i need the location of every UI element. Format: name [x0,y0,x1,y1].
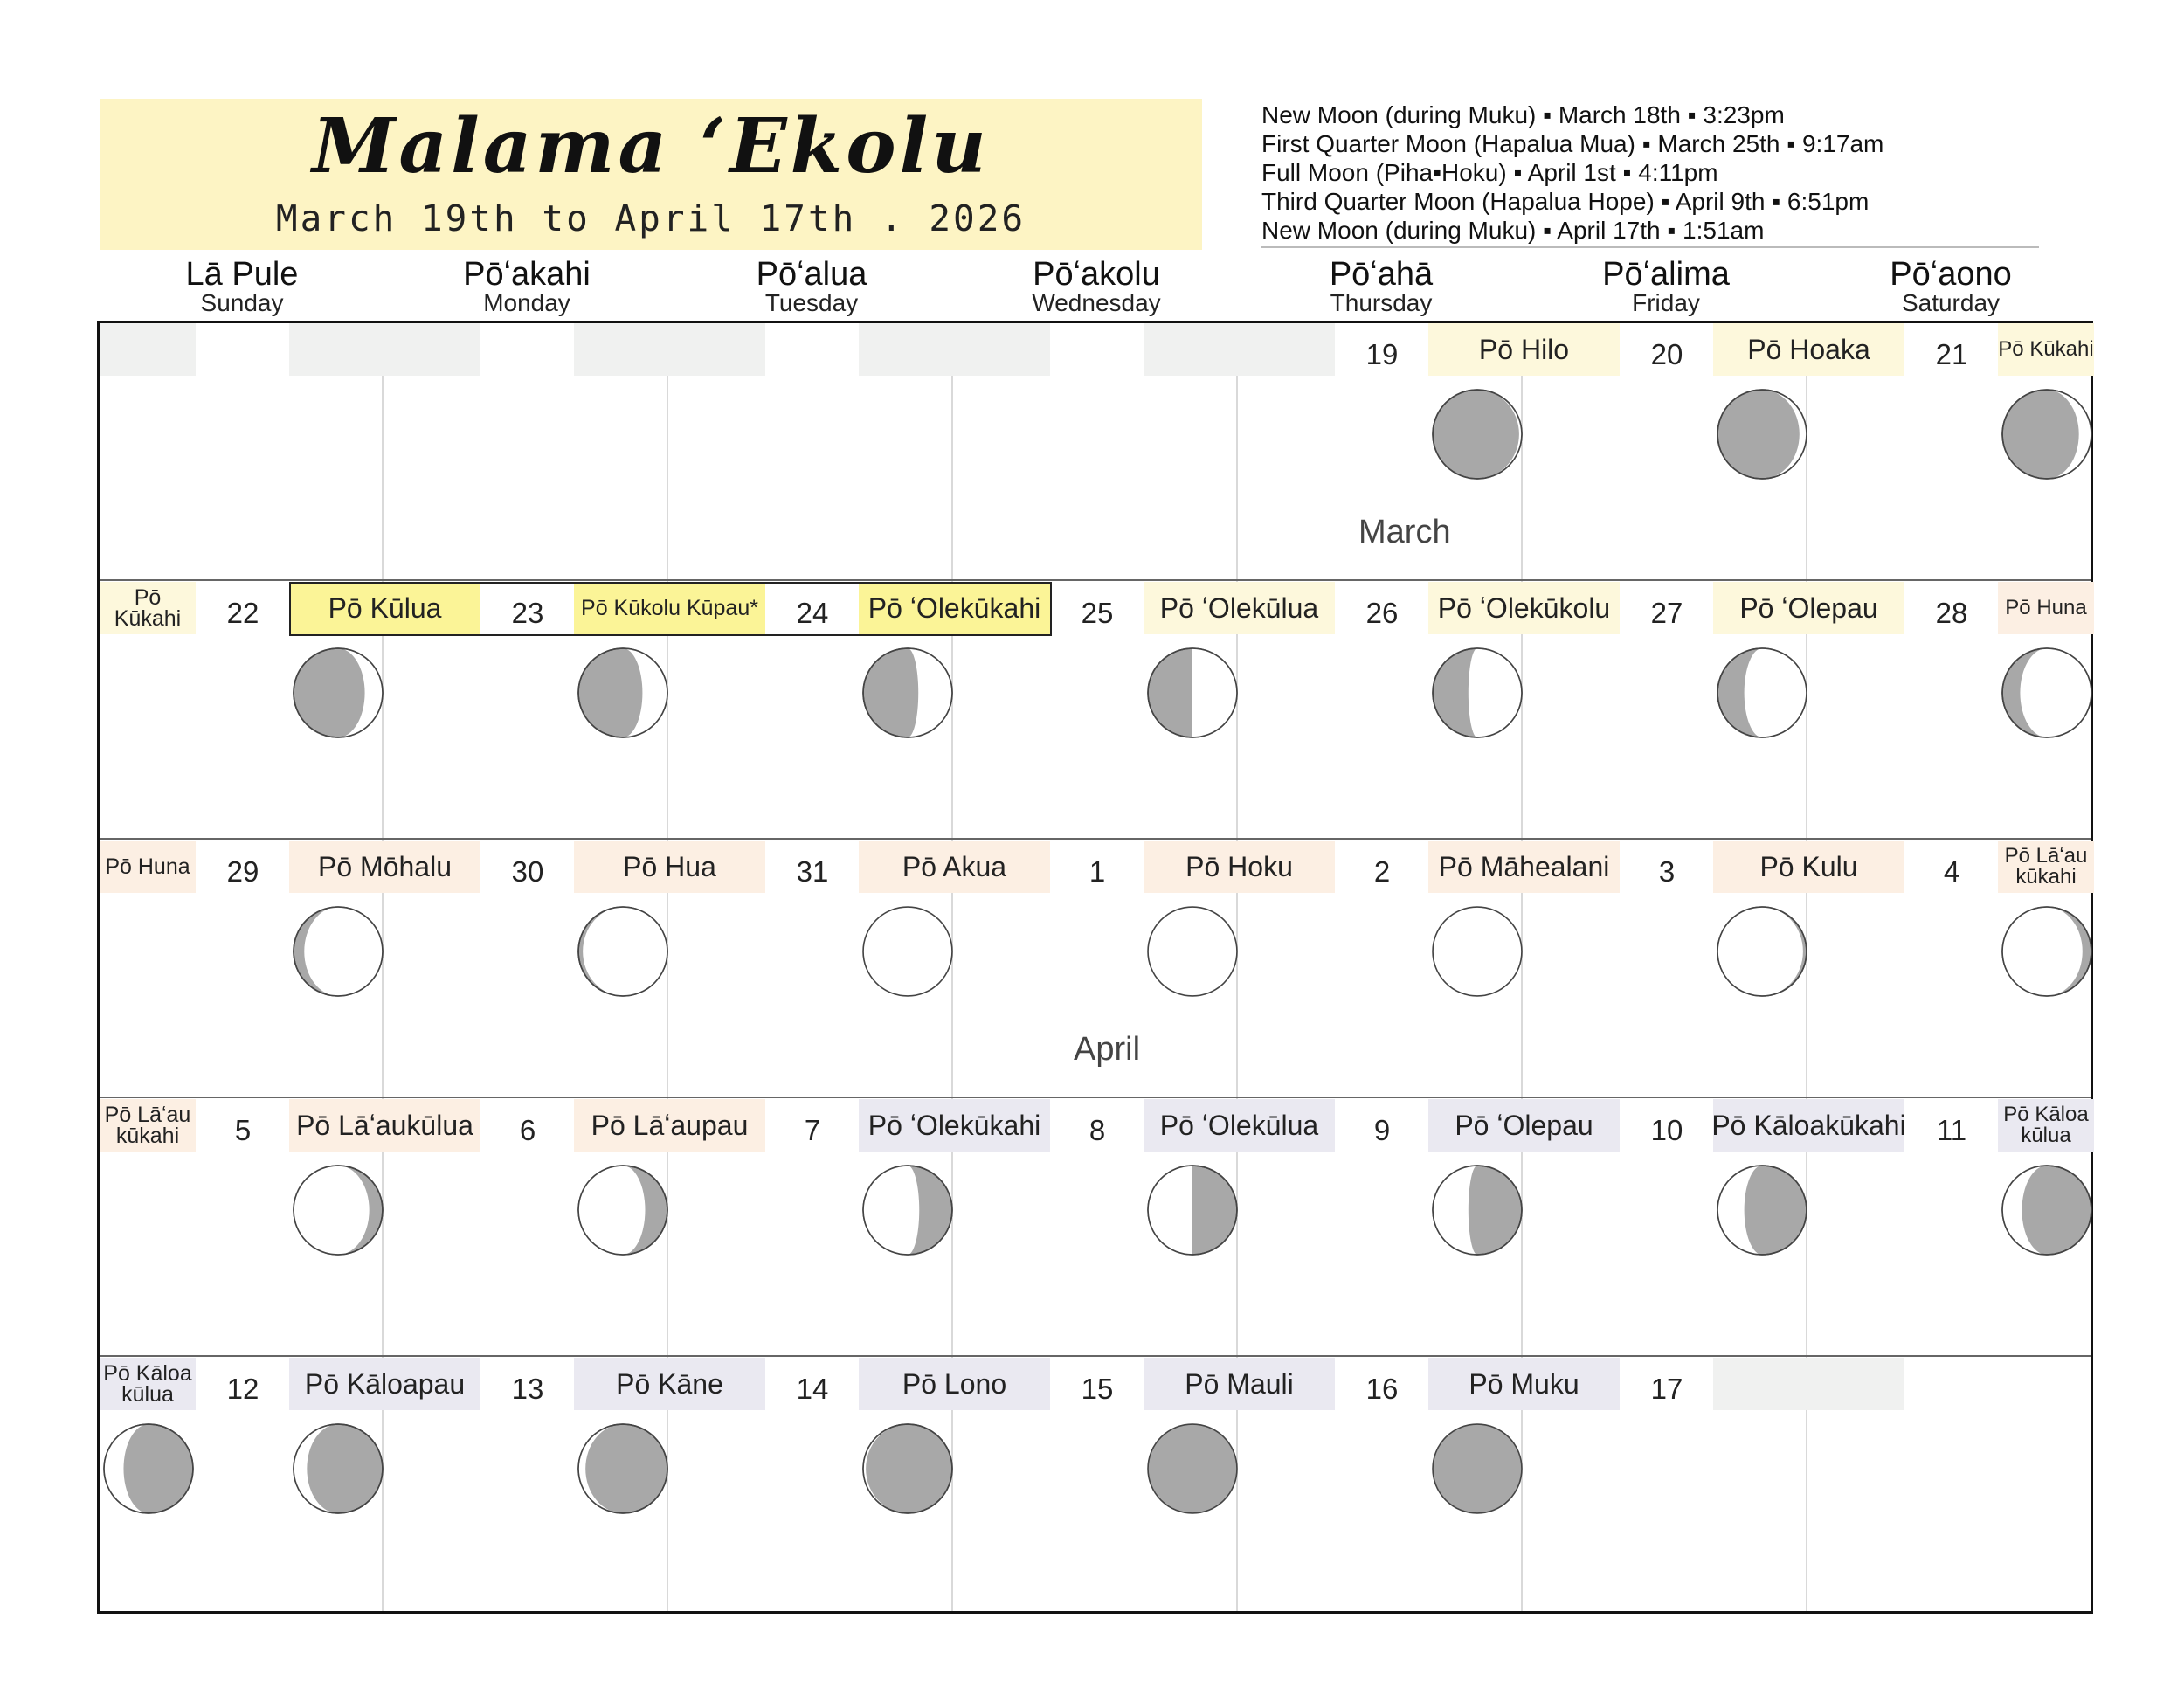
weekday-hawaiian: Lā Pule [185,256,299,293]
highlight-box [289,582,1052,636]
moon-phase [861,647,954,739]
date-number: 19 [1365,338,1399,370]
date-number: 22 [226,597,259,629]
day-cell [954,1099,1319,1358]
weekday-english: Tuesday [764,289,859,316]
weekday-english: Thursday [1330,289,1433,316]
moon-phase [2001,647,2093,739]
weekday-hawaiian: Pōʻalima [1602,256,1730,293]
date-number: 27 [1650,597,1683,629]
night-name: Pō Hoaka [1713,323,1904,376]
moon-phase [1146,905,1239,998]
weekday-hawaiian: Pōʻalua [756,256,867,293]
day-cell [1524,582,1878,841]
weekday-header [100,257,2093,318]
night-name: Pō Mōhalu [289,841,480,893]
calendar-week [100,1099,2091,1358]
day-cell [669,1358,1007,1616]
date-number: 6 [519,1114,536,1146]
moon-phase-icon [577,1422,669,1515]
day-cell [100,1099,473,1358]
moon-phase [292,1422,384,1515]
moon-phase-icon [1716,905,1808,998]
moon-phase [1716,1164,1808,1256]
moon-phase [861,1164,954,1256]
moon-phase [1716,905,1808,998]
night-name: Pō Lāʻaupau [574,1099,765,1152]
day-cell [100,323,384,582]
moon-phase [2001,905,2093,998]
day-cell [1524,323,1870,582]
day-cell [1808,1358,2093,1616]
night-name: Pō Māhealani [1428,841,1620,893]
date-number: 3 [1658,855,1676,888]
date-number: 14 [796,1373,829,1405]
moon-phase-icon [861,1422,954,1515]
moon-phase [1431,388,1524,481]
moon-phase-icon [292,1422,384,1515]
night-name: Pō ʻOlekūkahi [859,1099,1050,1152]
night-name: Pō Kāloapau [289,1358,480,1410]
day-cell [1239,1099,1593,1358]
moon-phase-icon [861,1164,954,1256]
night-name: Pō Hua [574,841,765,893]
night-name: Pō Huna [1998,582,2094,634]
weekday-sunday [100,257,384,315]
moon-phase-icon [102,1422,195,1515]
night-name: Pō ʻOlekūkolu [1428,582,1620,634]
day-cell [1808,841,2093,1099]
night-name: Pō Mauli [1144,1358,1335,1410]
page-subtitle: March 19th to April 17th . 2026 [275,197,1026,239]
night-name: Pō Kūlua [289,582,480,634]
day-cell [1808,323,2093,582]
moon-phase-icon [2001,1164,2093,1256]
day-cell [669,841,1007,1099]
moon-phase-icon [577,647,669,739]
moon-phase [292,647,384,739]
moon-phase [861,1422,954,1515]
moon-phase-icon [1716,388,1808,481]
night-name: Pō Lāʻau kūkahi [1998,841,2094,893]
day-cell [1239,1358,1579,1616]
overflow-night-name: Pō Kūkahi [100,582,196,634]
date-number: 17 [1650,1373,1683,1405]
moon-phase-icon [1146,1422,1239,1515]
date-number: 29 [226,855,259,888]
date-number: 16 [1365,1373,1399,1405]
date-number: 9 [1373,1114,1391,1146]
moon-phase-icon [1146,1164,1239,1256]
overflow-night-name: Pō Lāʻau kūkahi [100,1099,196,1152]
weekday-english: Monday [483,289,570,316]
moon-phase [1146,1422,1239,1515]
empty-band [1808,1358,1904,1410]
weekday-tuesday [669,257,954,315]
moon-phase-icon [1431,1422,1524,1515]
date-number: 8 [1089,1114,1106,1146]
divider [1261,246,2039,248]
day-cell [384,841,716,1099]
weekday-hawaiian: Pōʻakolu [1033,256,1160,293]
weekday-english: Saturday [1901,289,2001,316]
moon-phase [2001,388,2093,481]
moon-phase [1716,647,1808,739]
moon-phase [577,647,669,739]
moon-phase-icon [577,905,669,998]
weekday-wednesday [954,257,1239,315]
moon-phase [102,1422,195,1515]
day-cell [1239,582,1611,841]
moon-phase-icon [1716,1164,1808,1256]
day-cell [1808,582,2093,841]
weekday-english: Friday [1632,289,1700,316]
moon-phase [1146,1164,1239,1256]
moon-phase [1716,388,1808,481]
moon-phase-item: New Moon (during Muku) ▪ March 18th ▪ 3:23pm [1261,101,1785,128]
date-number: 15 [1081,1373,1114,1405]
date-number: 26 [1365,597,1399,629]
day-cell [1524,1358,1808,1616]
moon-phase-icon [1716,647,1808,739]
moon-phase-item: Third Quarter Moon (Hapalua Hope) ▪ April 9th ▪ 6:51pm [1261,188,1870,215]
night-name: Pō ʻOlekūkahi [859,582,1050,634]
date-number: 20 [1650,338,1683,370]
day-cell [1524,1099,1906,1358]
night-name: Pō Muku [1428,1358,1620,1410]
night-name: Pō Kāloa kūlua [1998,1099,2094,1152]
weekday-thursday [1239,257,1524,315]
date-number: 28 [1935,597,1968,629]
moon-phase-icon [2001,388,2093,481]
day-cell [1239,841,1610,1099]
date-number: 13 [511,1373,544,1405]
moon-phase-icon [292,905,384,998]
moon-phase [1431,1164,1524,1256]
day-cell [384,323,669,582]
night-name: Pō Kulu [1713,841,1904,893]
night-name: Pō Kāloakūkahi [1713,1099,1904,1152]
moon-phase-icon [1431,905,1524,998]
night-name: Pō ʻOlekūlua [1144,1099,1335,1152]
moon-phase-icon [861,647,954,739]
moon-phase-icon [1431,388,1524,481]
weekday-friday [1524,257,1808,315]
moon-phase-icon [2001,647,2093,739]
moon-phase [577,1164,669,1256]
moon-phase-icon [292,1164,384,1256]
overflow-night-name: Pō Huna [100,841,196,893]
night-name: Pō Hilo [1428,323,1620,376]
moon-phase-item: First Quarter Moon (Hapalua Mua) ▪ March 25th ▪ 9:17am [1261,130,1884,157]
night-name: Pō Hoku [1144,841,1335,893]
page-title: Malama ʻEkolu [312,102,990,190]
moon-phase [577,905,669,998]
moon-phase-icon [292,647,384,739]
moon-phase-icon [577,1164,669,1256]
date-number: 2 [1373,855,1391,888]
day-cell [954,323,1239,582]
date-number: 11 [1936,1114,1967,1146]
moon-phase [861,905,954,998]
calendar-week [100,1358,2091,1616]
night-name: Pō Kūkahi [1998,323,2094,376]
calendar-grid [97,321,2093,1614]
moon-phase [1431,647,1524,739]
day-cell [1808,1099,2093,1358]
moon-phase-icon [1146,647,1239,739]
moon-phase [577,1422,669,1515]
moon-phase-icon [1431,1164,1524,1256]
date-number: 25 [1081,597,1114,629]
moon-phase [292,1164,384,1256]
date-number: 10 [1650,1114,1683,1146]
day-cell [384,1358,723,1616]
date-number: 7 [804,1114,821,1146]
date-number: 30 [511,855,544,888]
night-name: Pō ʻOlekūlua [1144,582,1335,634]
date-number: 31 [796,855,829,888]
night-name: Pō Lono [859,1358,1050,1410]
weekday-saturday [1808,257,2093,315]
month-label-march: March [1358,514,1451,550]
date-number: 24 [796,597,829,629]
moon-phase-icon [1146,905,1239,998]
day-cell [954,1358,1294,1616]
date-number: 21 [1935,338,1968,370]
calendar-week [100,323,2094,582]
day-cell [669,323,954,582]
date-number: 4 [1943,855,1960,888]
weekday-english: Wednesday [1032,289,1161,316]
weekday-hawaiian: Pōʻakahi [463,256,591,293]
night-name: Pō Lāʻaukūlua [289,1099,480,1152]
date-number: 12 [226,1373,259,1405]
weekday-hawaiian: Pōʻaono [1890,256,2012,293]
day-cell [100,841,452,1099]
date-number: 5 [234,1114,252,1146]
night-name: Pō Kūkolu Kūpau* [574,582,765,634]
overflow-night-name: Pō Kāloa kūlua [100,1358,196,1410]
day-cell [669,1099,1041,1358]
weekday-hawaiian: Pōʻahā [1329,256,1434,293]
moon-phase-item: New Moon (during Muku) ▪ April 17th ▪ 1:51am [1261,217,1765,244]
night-name: Pō Akua [859,841,1050,893]
day-cell [1524,841,1858,1099]
title-banner [100,99,1202,250]
date-number: 23 [511,597,544,629]
moon-phase-item: Full Moon (Piha▪Hoku) ▪ April 1st ▪ 4:11pm [1261,159,1718,186]
night-name: Pō ʻOlepau [1428,1099,1620,1152]
moon-phase-icon [861,905,954,998]
moon-phase [1431,905,1524,998]
night-name: Pō Kāne [574,1358,765,1410]
night-name: Pō ʻOlepau [1713,582,1904,634]
moon-phase-list [1261,100,2048,245]
weekday-english: Sunday [200,289,284,316]
weekday-monday [384,257,669,315]
date-number: 1 [1089,855,1106,888]
moon-phase-icon [2001,905,2093,998]
moon-phase [1146,647,1239,739]
moon-phase [1431,1422,1524,1515]
month-label-april: April [1074,1031,1141,1068]
moon-phase-icon [1431,647,1524,739]
moon-phase [2001,1164,2093,1256]
moon-phase [292,905,384,998]
day-cell [384,1099,749,1358]
